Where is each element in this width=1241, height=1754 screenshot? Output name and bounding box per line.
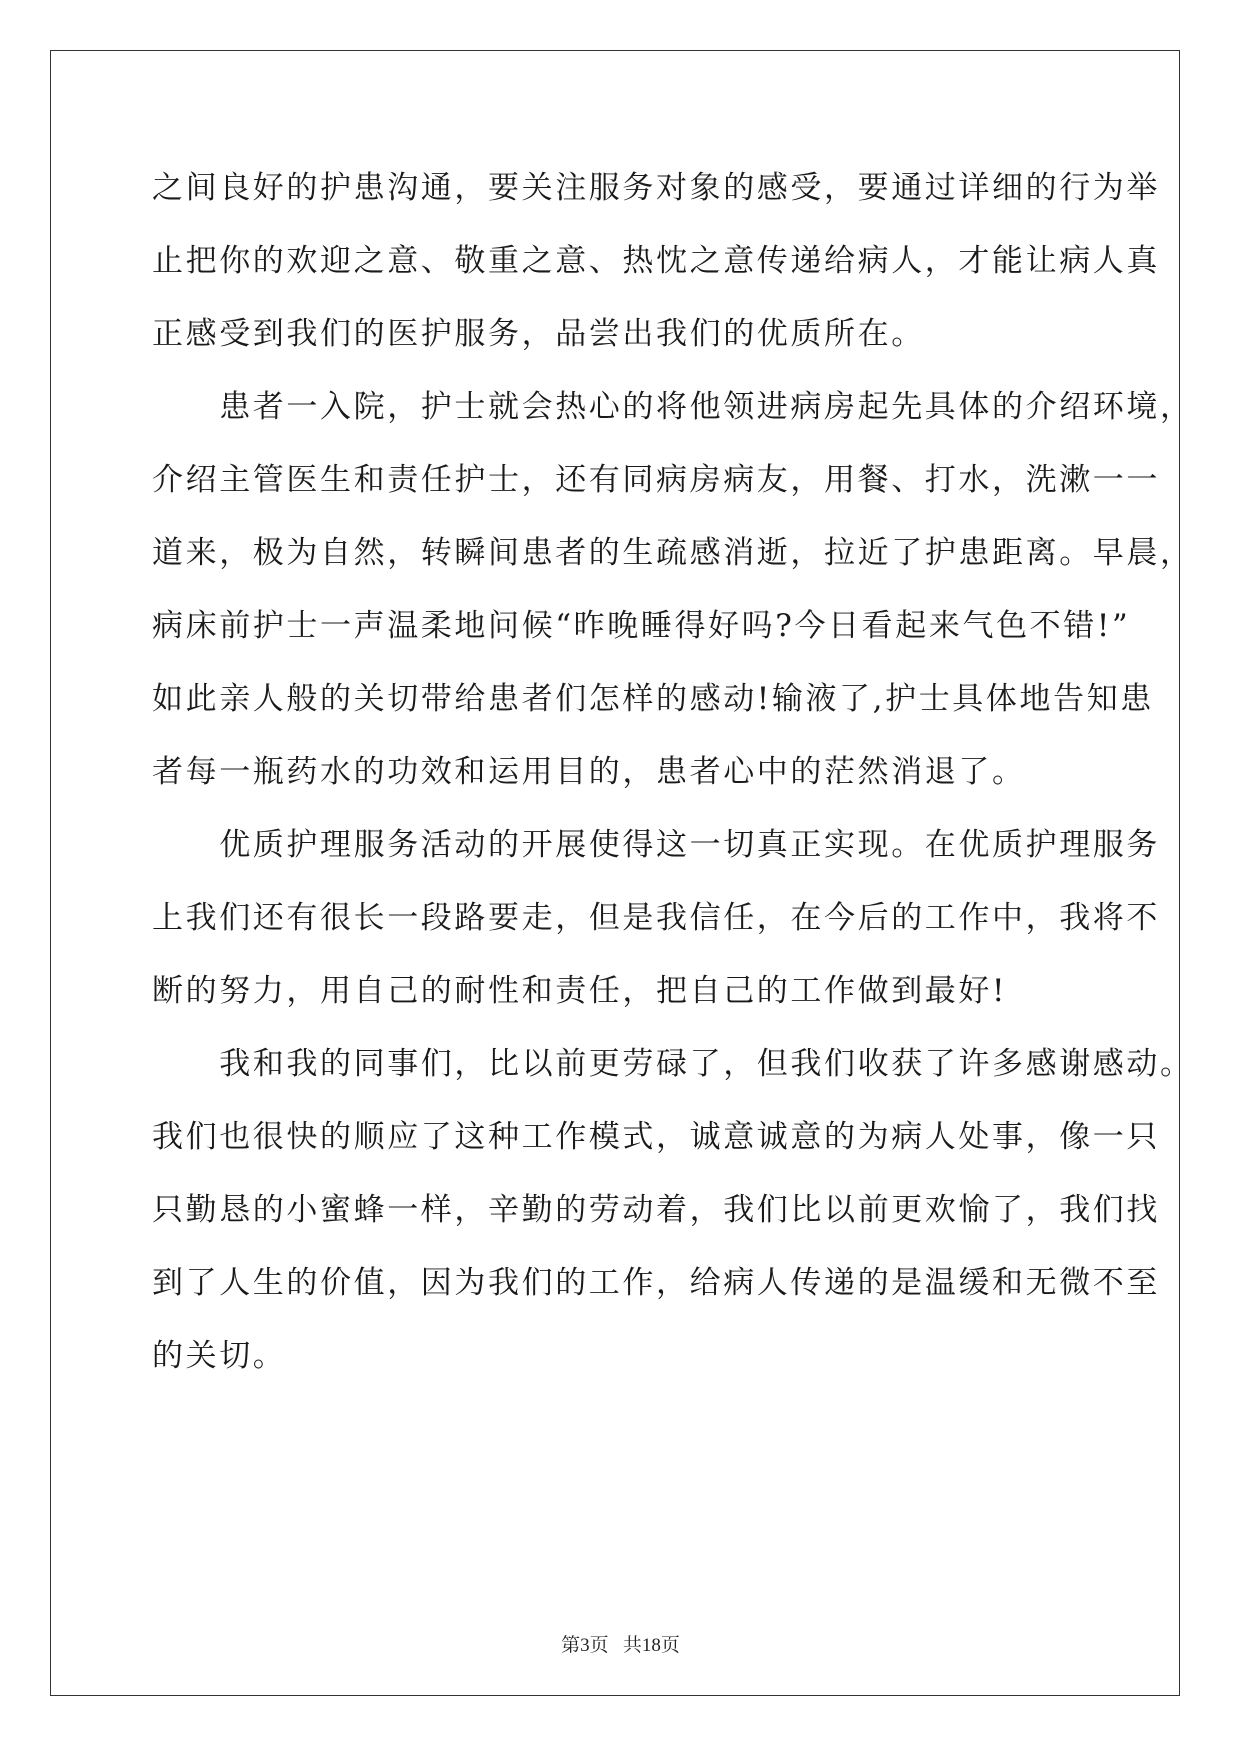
text-line: 到了人生的价值，因为我们的工作，给病人传递的是温缓和无微不至 <box>152 1265 1160 1301</box>
text-line: 者每一瓶药水的功效和运用目的，患者心中的茫然消退了。 <box>152 754 1026 790</box>
text-line: 如此亲人般的关切带给患者们怎样的感动!输液了,护士具体地告知患 <box>152 681 1154 717</box>
text-line: 上我们还有很长一段路要走，但是我信任，在今后的工作中，我将不 <box>152 900 1160 936</box>
page-number-footer: 第3页 共18页 <box>561 1635 680 1656</box>
text-line: 我们也很快的顺应了这种工作模式，诚意诚意的为病人处事，像一只 <box>152 1119 1160 1155</box>
text-line: 我和我的同事们，比以前更劳碌了，但我们收获了许多感谢感动。 <box>152 1046 1194 1082</box>
text-line: 患者一入院，护士就会热心的将他领进病房起先具体的介绍环境， <box>152 389 1194 425</box>
text-line: 优质护理服务活动的开展使得这一切真正实现。在优质护理服务 <box>152 827 1160 863</box>
text-line: 病床前护士一声温柔地问候“昨晚睡得好吗?今日看起来气色不错!” <box>152 608 1131 644</box>
text-line: 道来，极为自然，转瞬间患者的生疏感消逝，拉近了护患距离。早晨， <box>152 535 1194 571</box>
text-line: 之间良好的护患沟通，要关注服务对象的感受，要通过详细的行为举 <box>152 170 1160 206</box>
text-line: 正感受到我们的医护服务，品尝出我们的优质所在。 <box>152 316 925 352</box>
text-line: 的关切。 <box>152 1338 287 1374</box>
text-line: 止把你的欢迎之意、敬重之意、热忱之意传递给病人，才能让病人真 <box>152 243 1160 279</box>
text-line: 断的努力，用自己的耐性和责任，把自己的工作做到最好! <box>152 973 1008 1009</box>
page-border <box>50 50 1180 1696</box>
text-line: 只勤恳的小蜜蜂一样，辛勤的劳动着，我们比以前更欢愉了，我们找 <box>152 1192 1160 1228</box>
text-line: 介绍主管医生和责任护士，还有同病房病友，用餐、打水，洗漱一一 <box>152 462 1160 498</box>
